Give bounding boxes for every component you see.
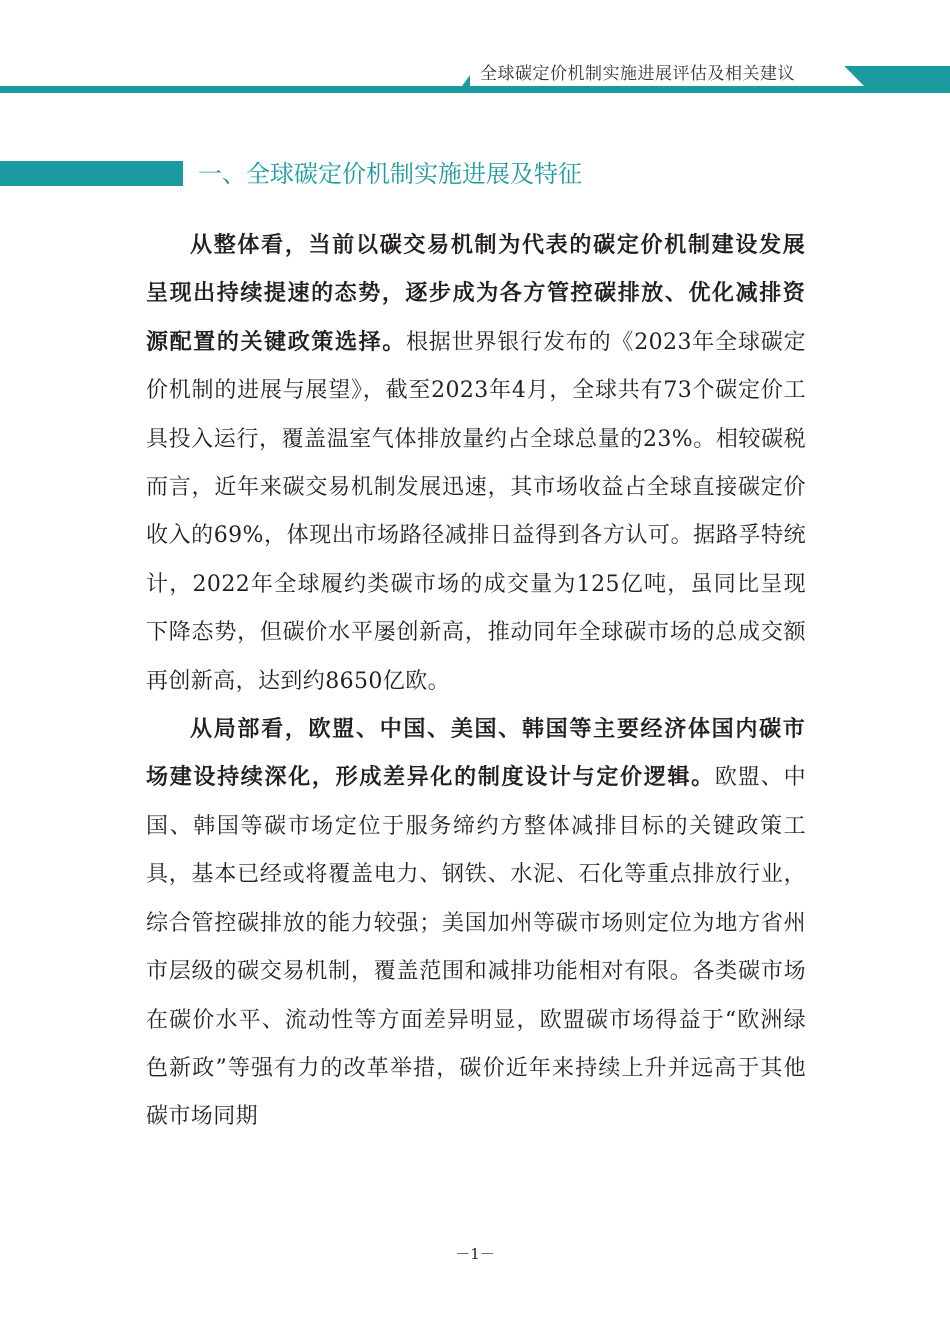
paragraph-1 [146, 222, 806, 706]
section-title: 一、全球碳定价机制实施进展及特征 [198, 160, 582, 188]
paragraph-2 [146, 706, 806, 1142]
body-text [146, 222, 806, 1142]
section-heading [0, 154, 900, 194]
running-header [0, 0, 950, 100]
running-header-title: 全球碳定价机制实施进展评估及相关建议 [480, 64, 795, 84]
paragraph-1-body: 根据世界银行发布的《2023年全球碳定价机制的进展与展望》，截至2023年4月，全球共有73个碳定价工具投入运行，覆盖温室气体排放量约占全球总量的23%。相较碳税而言，近年来碳交易机制发展迅速，其市场收益占全球直接碳定价收入的69%，体现出市场路径减排日益得到各方认可。据路孚特统计，2022年全球履约类碳市场的成交量为125亿吨，虽同比呈现下降态势，但碳价水平屡创新高，推动同年全球碳市场的总成交额再创新高，达到约8650亿欧。 [146, 329, 807, 694]
paragraph-1-lead: 从整体看，当前以碳交易机制为代表的碳定价机制建设发展呈现出持续提速的态势，逐步成为各方管控碳排放、优化减排资源配置的关键政策选择。 [146, 233, 806, 355]
header-rule [0, 86, 950, 93]
paragraph-2-lead: 从局部看，欧盟、中国、美国、韩国等主要经济体国内碳市场建设持续深化，形成差异化的制度设计与定价逻辑。 [146, 717, 806, 791]
paragraph-2-body: 欧盟、中国、韩国等碳市场定位于服务缔约方整体减排目标的关键政策工具，基本已经或将覆盖电力、钢铁、水泥、石化等重点排放行业，综合管控碳排放的能力较强；美国加州等碳市场则定位为地方省州市层级的碳交易机制，覆盖范围和减排功能相对有限。各类碳市场在碳价水平、流动性等方面差异明显，欧盟碳市场得益于“欧洲绿色新政”等强有力的改革举措，碳价近年来持续上升并远高于其他碳市场同期 [146, 765, 806, 1130]
page-number: －1－ [455, 1245, 495, 1263]
section-accent-bar [0, 161, 183, 186]
